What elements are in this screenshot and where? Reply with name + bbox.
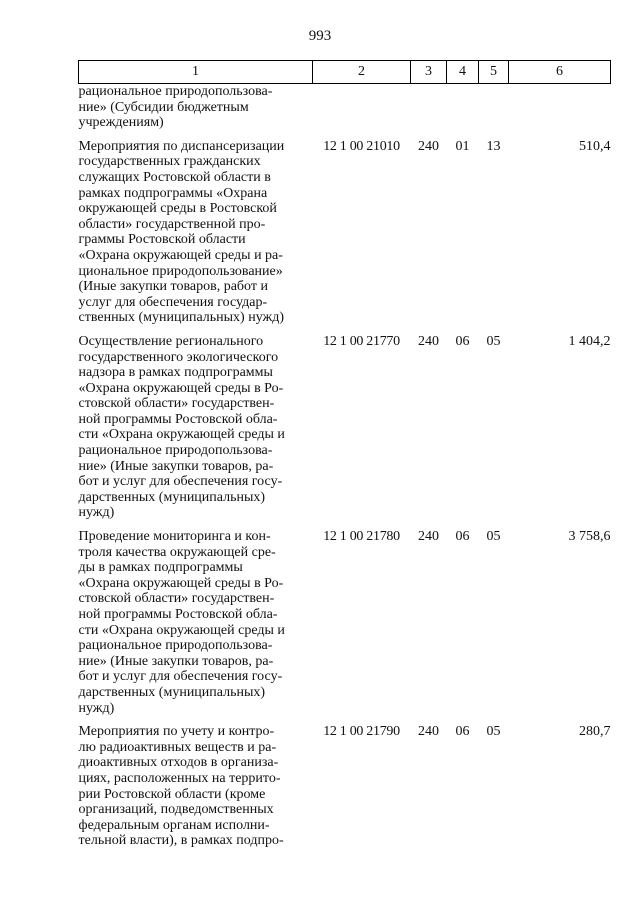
- description-line: циях, расположенных на террито-: [78, 770, 281, 786]
- expense-type: [411, 84, 447, 131]
- description-line: «Охрана окружающей среды в Ро-: [78, 380, 284, 396]
- section-code: [447, 84, 479, 131]
- table-row: [79, 131, 611, 326]
- description-line: нужд): [78, 700, 115, 716]
- description-line: бот и услуг для обеспечения госу-: [78, 474, 283, 490]
- expense-type: 240: [418, 724, 439, 740]
- target-article-code: 12 1 00 21780: [323, 529, 400, 545]
- description-line: стовской области» государствен-: [78, 591, 275, 607]
- description-line: ной программы Ростовской обла-: [78, 411, 278, 427]
- section-code: 06: [455, 529, 470, 545]
- description-line: лю радиоактивных веществ и ра-: [78, 739, 277, 755]
- target-article-code: 12 1 00 21790: [323, 724, 400, 740]
- description-line: учреждениям): [78, 115, 164, 131]
- expense-type: 240: [418, 529, 439, 545]
- description-line: государственного экологического: [78, 349, 279, 365]
- description-line: ственных (муниципальных) нужд): [78, 310, 284, 326]
- row-description: [79, 131, 313, 326]
- description-line: тельной власти), в рамках подпро-: [78, 833, 284, 849]
- description-line: рациональное природопользова-: [78, 443, 273, 459]
- description-line: ние» (Субсидии бюджетным: [78, 99, 249, 115]
- description-line: «Охрана окружающей среды и ра-: [78, 247, 283, 263]
- subsection-code: 13: [486, 138, 501, 154]
- section-code: 01: [455, 138, 470, 154]
- description-line: рии Ростовской области (кроме: [78, 786, 266, 802]
- column-header-4: 4: [447, 61, 479, 84]
- row-description: [79, 326, 313, 521]
- row-description: [79, 716, 313, 849]
- section-code: 06: [455, 724, 470, 740]
- description-line: государственных гражданских: [78, 154, 261, 170]
- description-line: нужд): [78, 505, 115, 521]
- table-row: [79, 716, 611, 849]
- amount: 280,7: [579, 724, 611, 740]
- description-line: Мероприятия по диспансеризации: [78, 138, 285, 154]
- subsection-code: 05: [486, 529, 501, 545]
- description-line: ной программы Ростовской обла-: [78, 607, 278, 622]
- table-row: [79, 326, 611, 521]
- target-article-code: 12 1 00 21770: [323, 333, 400, 349]
- description-line: рациональное природопользова-: [78, 638, 273, 654]
- budget-table: [78, 60, 611, 849]
- amount: [509, 84, 611, 131]
- subsection-code: 05: [486, 333, 501, 349]
- description-line: рамках подпрограммы «Охрана: [78, 185, 268, 201]
- section-code: 06: [455, 333, 470, 349]
- description-line: Мероприятия по учету и контро-: [78, 724, 275, 740]
- description-line: диоактивных отходов в организа-: [78, 755, 279, 771]
- table-row: [79, 84, 611, 131]
- description-line: (Иные закупки товаров, работ и: [78, 279, 268, 295]
- description-line: окружающей среды в Ростовской: [78, 201, 277, 217]
- amount: 3 758,6: [568, 529, 611, 545]
- subsection-code: 05: [486, 724, 501, 740]
- description-line: циональное природопользование»: [78, 263, 283, 279]
- description-line: Осуществление регионального: [78, 333, 264, 349]
- description-line: федеральным органам исполни-: [78, 817, 270, 833]
- page-number: 993: [308, 28, 332, 44]
- description-line: троля качества окружающей сре-: [78, 544, 276, 560]
- description-line: ды в рамках подпрограммы: [78, 560, 243, 576]
- amount: 510,4: [579, 138, 611, 154]
- column-header-1: 1: [79, 61, 313, 84]
- amount: 1 404,2: [568, 333, 611, 349]
- description-line: стовской области» государствен-: [78, 396, 275, 412]
- description-line: граммы Ростовской области: [78, 232, 246, 248]
- target-article-code: 12 1 00 21010: [323, 138, 400, 154]
- description-line: служащих Ростовской области в: [78, 169, 271, 185]
- description-line: услуг для обеспечения государ-: [78, 294, 268, 310]
- table-row: [79, 521, 611, 716]
- description-line: надзора в рамках подпрограммы: [78, 365, 273, 381]
- description-line: сти «Охрана окружающей среды и: [78, 427, 285, 443]
- description-line: ние» (Иные закупки товаров, ра-: [78, 653, 274, 669]
- description-line: рациональное природопользова-: [78, 84, 273, 99]
- description-line: организаций, подведомственных: [78, 802, 274, 818]
- column-header-2: 2: [313, 61, 411, 84]
- expense-type: 240: [418, 333, 439, 349]
- description-line: «Охрана окружающей среды в Ро-: [78, 575, 284, 591]
- column-header-5: 5: [479, 61, 509, 84]
- description-line: дарственных (муниципальных): [78, 489, 266, 505]
- subsection-code: [479, 84, 509, 131]
- column-header-3: 3: [411, 61, 447, 84]
- description-line: бот и услуг для обеспечения госу-: [78, 669, 283, 685]
- row-description: [79, 521, 313, 716]
- description-line: дарственных (муниципальных): [78, 684, 266, 700]
- description-line: области» государственной про-: [78, 216, 266, 232]
- table-header-row: [79, 61, 611, 84]
- expense-type: 240: [418, 138, 439, 154]
- description-line: сти «Охрана окружающей среды и: [78, 622, 285, 638]
- description-line: ние» (Иные закупки товаров, ра-: [78, 458, 274, 474]
- target-article-code: [313, 84, 411, 131]
- row-description: [79, 84, 313, 131]
- description-line: Проведение мониторинга и кон-: [78, 529, 271, 545]
- column-header-6: 6: [509, 61, 611, 84]
